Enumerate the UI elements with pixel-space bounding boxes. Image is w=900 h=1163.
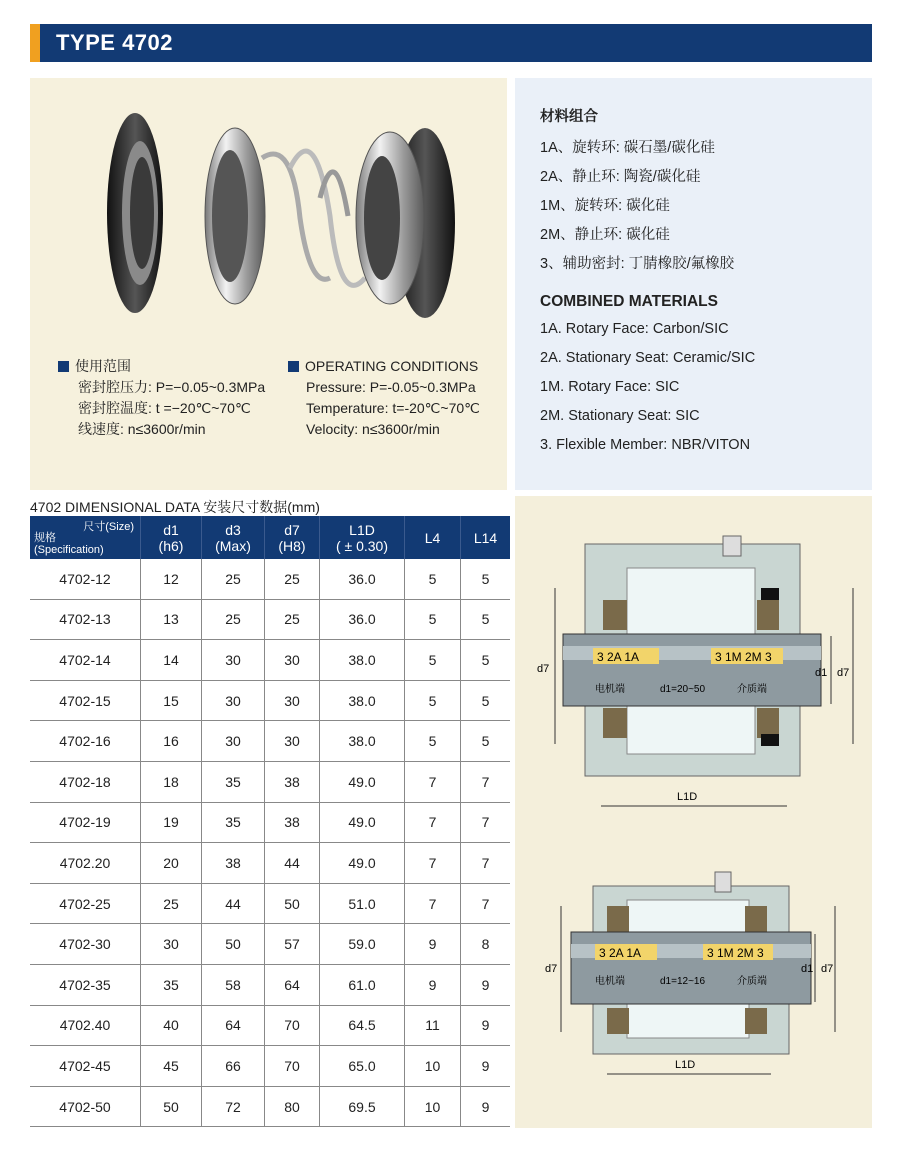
table-header-row: [30, 516, 510, 559]
table-cell: 45: [141, 1046, 202, 1087]
table-cell: 38.0: [320, 721, 405, 762]
col-header: [405, 516, 461, 559]
table-cell: 70: [265, 1005, 320, 1046]
dimensional-table: [30, 516, 510, 1127]
table-cell: 8: [461, 924, 511, 965]
table-cell: 25: [265, 599, 320, 640]
col-header: [461, 516, 511, 559]
table-cell-spec: 4702-13: [30, 599, 141, 640]
table-cell: 49.0: [320, 802, 405, 843]
table-cell: 11: [405, 1005, 461, 1046]
table-cell-spec: 4702-12: [30, 559, 141, 599]
table-cell: 5: [405, 680, 461, 721]
table-cell: 50: [202, 924, 265, 965]
stationary-seat-image: [107, 113, 163, 313]
table-cell: 80: [265, 1086, 320, 1127]
table-cell: 5: [461, 640, 511, 681]
table-cell: 9: [405, 964, 461, 1005]
col-header-main: d3: [225, 521, 241, 538]
table-cell: 65.0: [320, 1046, 405, 1087]
materials-en-line: 2M. Stationary Seat: SIC: [540, 408, 700, 424]
col-header-sub: (H8): [278, 537, 306, 554]
title-bar: [30, 24, 872, 62]
table-cell: 49.0: [320, 761, 405, 802]
table-cell: 70: [265, 1046, 320, 1087]
table-cell: 25: [141, 883, 202, 924]
table-cell: 59.0: [320, 924, 405, 965]
table-cell: 64: [265, 964, 320, 1005]
table-cell: 5: [461, 599, 511, 640]
table-cell: 10: [405, 1046, 461, 1087]
table-cell: 58: [202, 964, 265, 1005]
conditions-en-line: Pressure: P=-0.05~0.3MPa: [306, 379, 476, 395]
table-cell-spec: 4702-19: [30, 802, 141, 843]
drawing-top-medium-side: 介质端: [737, 684, 767, 695]
table-cell-spec: 4702-30: [30, 924, 141, 965]
col-header-sub: ( ± 0.30): [335, 537, 389, 554]
conditions-en-line: Velocity: n≤3600r/min: [306, 421, 440, 437]
corner-size-label: 尺寸(Size): [83, 521, 134, 533]
table-cell: 66: [202, 1046, 265, 1087]
table-cell: 7: [461, 761, 511, 802]
table-cell: 61.0: [320, 964, 405, 1005]
table-cell: 51.0: [320, 883, 405, 924]
table-row: [30, 680, 510, 721]
table-row: [30, 1005, 510, 1046]
table-cell: 44: [265, 843, 320, 884]
title-accent: [30, 24, 40, 62]
drawing-top-L: L1D: [677, 791, 698, 803]
table-cell-spec: 4702.40: [30, 1005, 141, 1046]
col-header: [141, 516, 202, 559]
col-header-sub: (Max): [215, 537, 251, 554]
col-header-main: L1D: [349, 521, 375, 538]
table-cell: 64.5: [320, 1005, 405, 1046]
col-header-main: L4: [424, 529, 441, 546]
table-cell-spec: 4702-25: [30, 883, 141, 924]
table-cell: 15: [141, 680, 202, 721]
table-cell: 7: [405, 802, 461, 843]
table-cell: 30: [265, 721, 320, 762]
bullet-square-icon: [58, 361, 69, 372]
table-cell: 9: [405, 924, 461, 965]
drawing-bottom-motor-side: 电机端: [595, 976, 625, 987]
table-cell: 9: [461, 964, 511, 1005]
drawing-panel: [515, 496, 872, 1128]
table-cell-spec: 4702-18: [30, 761, 141, 802]
table-cell: 50: [141, 1086, 202, 1127]
corner-spec-cn: 规格: [34, 532, 56, 544]
table-cell: 7: [461, 843, 511, 884]
drawing-bottom-L: L1D: [675, 1059, 696, 1071]
conditions-en: [288, 356, 480, 440]
table-cell: 16: [141, 721, 202, 762]
table-cell: 12: [141, 559, 202, 599]
table-cell-spec: 4702-16: [30, 721, 141, 762]
table-cell-spec: 4702.20: [30, 843, 141, 884]
table-cell: 72: [202, 1086, 265, 1127]
col-header-sub: (h6): [158, 537, 184, 554]
col-header: [265, 516, 320, 559]
table-row: [30, 802, 510, 843]
table-cell: 38.0: [320, 680, 405, 721]
table-cell-spec: 4702-14: [30, 640, 141, 681]
table-cell: 30: [202, 680, 265, 721]
table-cell: 5: [461, 721, 511, 762]
table-row: [30, 721, 510, 762]
section-drawings: [515, 496, 872, 1128]
table-cell: 30: [265, 680, 320, 721]
col-header-main: d7: [284, 521, 300, 538]
col-header-main: L14: [473, 529, 498, 546]
table-cell: 5: [405, 599, 461, 640]
table-row: [30, 883, 510, 924]
drawing-bottom-d7-left: d7: [545, 963, 558, 975]
table-cell: 35: [202, 802, 265, 843]
table-cell: 25: [265, 559, 320, 599]
corner-spec-label: [34, 532, 104, 556]
table-row: [30, 559, 510, 599]
table-cell: 30: [265, 640, 320, 681]
table-row: [30, 964, 510, 1005]
table-cell: 19: [141, 802, 202, 843]
materials-en-line: 2A. Stationary Seat: Ceramic/SIC: [540, 350, 756, 366]
col-header: [202, 516, 265, 559]
drawing-bottom-left-labels: 3 2A 1A: [599, 946, 642, 960]
table-cell: 35: [202, 761, 265, 802]
materials-en-line: 1M. Rotary Face: SIC: [540, 379, 680, 395]
table-cell-spec: 4702-35: [30, 964, 141, 1005]
table-cell: 30: [202, 721, 265, 762]
table-cell: 9: [461, 1046, 511, 1087]
table-cell: 36.0: [320, 599, 405, 640]
table-cell: 30: [202, 640, 265, 681]
materials-cn-line: 1M、旋转环: 碳化硅: [540, 198, 670, 214]
table-cell: 5: [405, 559, 461, 599]
table-row: [30, 843, 510, 884]
materials-en-heading: COMBINED MATERIALS: [540, 293, 718, 310]
table-cell: 38.0: [320, 640, 405, 681]
table-cell: 9: [461, 1005, 511, 1046]
table-corner-header: [30, 516, 141, 559]
table-cell: 38: [265, 761, 320, 802]
table-cell: 64: [202, 1005, 265, 1046]
table-cell-spec: 4702-50: [30, 1086, 141, 1127]
table-row: [30, 640, 510, 681]
table-cell: 57: [265, 924, 320, 965]
drawing-bottom-d7-right: d7: [821, 963, 834, 975]
materials-cn-line: 1A、旋转环: 碳石墨/碳化硅: [540, 140, 715, 156]
drawing-top-d1: d1: [815, 667, 828, 679]
table-cell: 9: [461, 1086, 511, 1127]
drawing-top-left-labels: 3 2A 1A: [597, 650, 640, 664]
drawing-top-right-labels: 3 1M 2M 3: [715, 650, 772, 664]
table-cell: 7: [405, 883, 461, 924]
table-cell: 25: [202, 559, 265, 599]
conditions-cn: [58, 356, 265, 440]
table-row: [30, 924, 510, 965]
table-title: 4702 DIMENSIONAL DATA 安装尺寸数据(mm): [30, 499, 320, 515]
table-row: [30, 1046, 510, 1087]
col-header: [320, 516, 405, 559]
materials-cn-line: 2A、静止环: 陶瓷/碳化硅: [540, 169, 701, 185]
table-cell: 7: [405, 761, 461, 802]
table-cell: 7: [461, 883, 511, 924]
drawing-top-d7-right: d7: [837, 667, 850, 679]
materials-cn-line: 2M、静止环: 碳化硅: [540, 227, 670, 243]
materials-cn-heading: 材料组合: [540, 109, 598, 125]
table-cell: 38: [202, 843, 265, 884]
table-cell: 5: [461, 559, 511, 599]
section-drawing-bottom: [545, 872, 835, 1074]
table-cell-spec: 4702-15: [30, 680, 141, 721]
table-cell: 10: [405, 1086, 461, 1127]
table-cell: 5: [405, 640, 461, 681]
drawing-bottom-range: d1=12~16: [660, 976, 706, 987]
materials-en-line: 3. Flexible Member: NBR/VITON: [540, 437, 751, 453]
table-cell: 40: [141, 1005, 202, 1046]
conditions-cn-heading: 使用范围: [75, 358, 131, 374]
table-cell: 69.5: [320, 1086, 405, 1127]
table-cell: 5: [461, 680, 511, 721]
table-cell: 13: [141, 599, 202, 640]
rotary-head-image: [356, 128, 455, 318]
table-cell: 18: [141, 761, 202, 802]
materials-cn-line: 3、辅助密封: 丁腈橡胶/氟橡胶: [540, 256, 735, 272]
conditions-cn-line: 密封腔温度: t =−20℃~70℃: [78, 400, 251, 416]
table-cell: 36.0: [320, 559, 405, 599]
conditions-en-line: Temperature: t=-20℃~70℃: [306, 400, 480, 416]
drawing-top-range: d1=20~50: [660, 684, 706, 695]
table-cell: 20: [141, 843, 202, 884]
table-row: [30, 599, 510, 640]
drawing-top-motor-side: 电机端: [595, 684, 625, 695]
materials-en-line: 1A. Rotary Face: Carbon/SIC: [540, 321, 729, 337]
page-title: TYPE 4702: [56, 30, 174, 55]
table-cell: 7: [461, 802, 511, 843]
table-cell: 44: [202, 883, 265, 924]
table-cell: 5: [405, 721, 461, 762]
table-cell: 38: [265, 802, 320, 843]
drawing-bottom-medium-side: 介质端: [737, 976, 767, 987]
section-drawing-top: [537, 536, 853, 806]
table-cell: 49.0: [320, 843, 405, 884]
bullet-square-icon: [288, 361, 299, 372]
table-cell-spec: 4702-45: [30, 1046, 141, 1087]
drawing-top-d7-left: d7: [537, 663, 550, 675]
table-cell: 25: [202, 599, 265, 640]
drawing-bottom-right-labels: 3 1M 2M 3: [707, 946, 764, 960]
table-cell: 14: [141, 640, 202, 681]
table-cell: 35: [141, 964, 202, 1005]
table-cell: 30: [141, 924, 202, 965]
table-cell: 50: [265, 883, 320, 924]
conditions-cn-line: 密封腔压力: P=−0.05~0.3MPa: [78, 379, 266, 395]
table-row: [30, 761, 510, 802]
rotary-unit-image: [205, 128, 365, 304]
table-cell: 7: [405, 843, 461, 884]
col-header-main: d1: [163, 521, 179, 538]
conditions-cn-line: 线速度: n≤3600r/min: [78, 421, 206, 437]
drawing-bottom-d1: d1: [801, 963, 814, 975]
corner-spec-en: (Specification): [34, 544, 104, 556]
conditions-en-heading: OPERATING CONDITIONS: [305, 358, 479, 374]
table-row: [30, 1086, 510, 1127]
